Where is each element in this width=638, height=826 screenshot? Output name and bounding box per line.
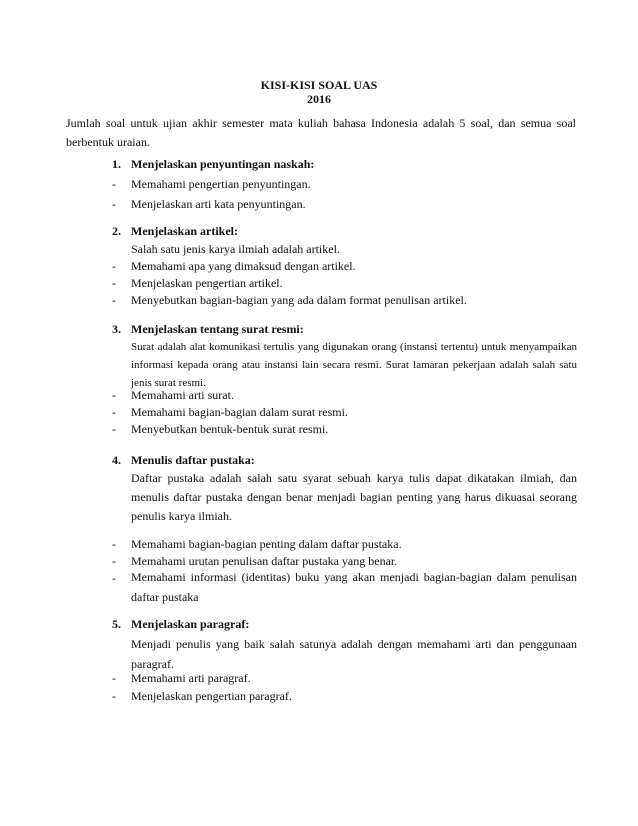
list-item: Menjelaskan pengertian artikel. <box>131 276 283 290</box>
list-item: Memahami arti paragraf. <box>131 671 251 685</box>
list-item: Menjelaskan pengertian paragraf. <box>131 689 292 703</box>
list-item: Memahami pengertian penyuntingan. <box>131 177 311 191</box>
bullet-marker: - <box>112 259 116 273</box>
list-item: Menyebutkan bagian-bagian yang ada dalam format penulisan artikel. <box>131 293 467 307</box>
list-item: Memahami bagian-bagian dalam surat resmi. <box>131 405 348 419</box>
list-item: Memahami apa yang dimaksud dengan artikel. <box>131 259 356 273</box>
bullet-marker: - <box>112 689 116 703</box>
section-text: Surat adalah alat komunikasi tertulis yang digunakan orang (instansi tertentu) untuk menyampaikan informasi kepada orang atau instansi lain secara resmi. Surat lamaran pekerjaan adalah salah satu jenis surat resmi. <box>131 341 577 389</box>
section-text: Salah satu jenis karya ilmiah adalah artikel. <box>131 242 340 256</box>
list-item: Memahami arti surat. <box>131 388 234 402</box>
list-item: Memahami informasi (identitas) buku yang akan menjadi bagian-bagian dalam penulisan daftar pustaka <box>131 570 577 604</box>
section-text: Daftar pustaka adalah salah satu syarat sebuah karya tulis dapat dikatakan ilmiah, dan menulis daftar pustaka dengan benar menjadi bagian penting yang harus dikuasai seorang penulis karya ilmiah. <box>131 471 577 523</box>
section-number: 2. <box>112 224 121 238</box>
section-heading: Menjelaskan penyuntingan naskah: <box>131 157 315 171</box>
bullet-marker: - <box>112 671 116 685</box>
section-heading: Menjelaskan paragraf: <box>131 617 250 631</box>
bullet-marker: - <box>112 405 116 419</box>
section-text: Menjadi penulis yang baik salah satunya adalah dengan memahami arti dan penggunaan paragraf. <box>131 637 577 671</box>
bullet-marker: - <box>112 571 116 585</box>
list-item: Menyebutkan bentuk-bentuk surat resmi. <box>131 422 329 436</box>
section-heading: Menjelaskan artikel: <box>131 224 238 238</box>
bullet-marker: - <box>112 197 116 211</box>
section-number: 4. <box>112 453 121 467</box>
section-heading: Menulis daftar pustaka: <box>131 453 255 467</box>
bullet-marker: - <box>112 554 116 568</box>
list-item: Menjelaskan arti kata penyuntingan. <box>131 197 306 211</box>
section-number: 5. <box>112 617 121 631</box>
document-year: 2016 <box>307 92 331 106</box>
bullet-marker: - <box>112 293 116 307</box>
section-heading: Menjelaskan tentang surat resmi: <box>131 322 304 336</box>
bullet-marker: - <box>112 276 116 290</box>
intro-paragraph: Jumlah soal untuk ujian akhir semester mata kuliah bahasa Indonesia adalah 5 soal, dan semua soal berbentuk uraian. <box>66 116 576 149</box>
section-number: 1. <box>112 157 121 171</box>
list-item: Memahami bagian-bagian penting dalam daftar pustaka. <box>131 537 402 551</box>
bullet-marker: - <box>112 177 116 191</box>
section-number: 3. <box>112 322 121 336</box>
list-item: Memahami urutan penulisan daftar pustaka yang benar. <box>131 554 398 568</box>
bullet-marker: - <box>112 388 116 402</box>
bullet-marker: - <box>112 422 116 436</box>
bullet-marker: - <box>112 537 116 551</box>
document-title: KISI-KISI SOAL UAS <box>260 78 378 92</box>
